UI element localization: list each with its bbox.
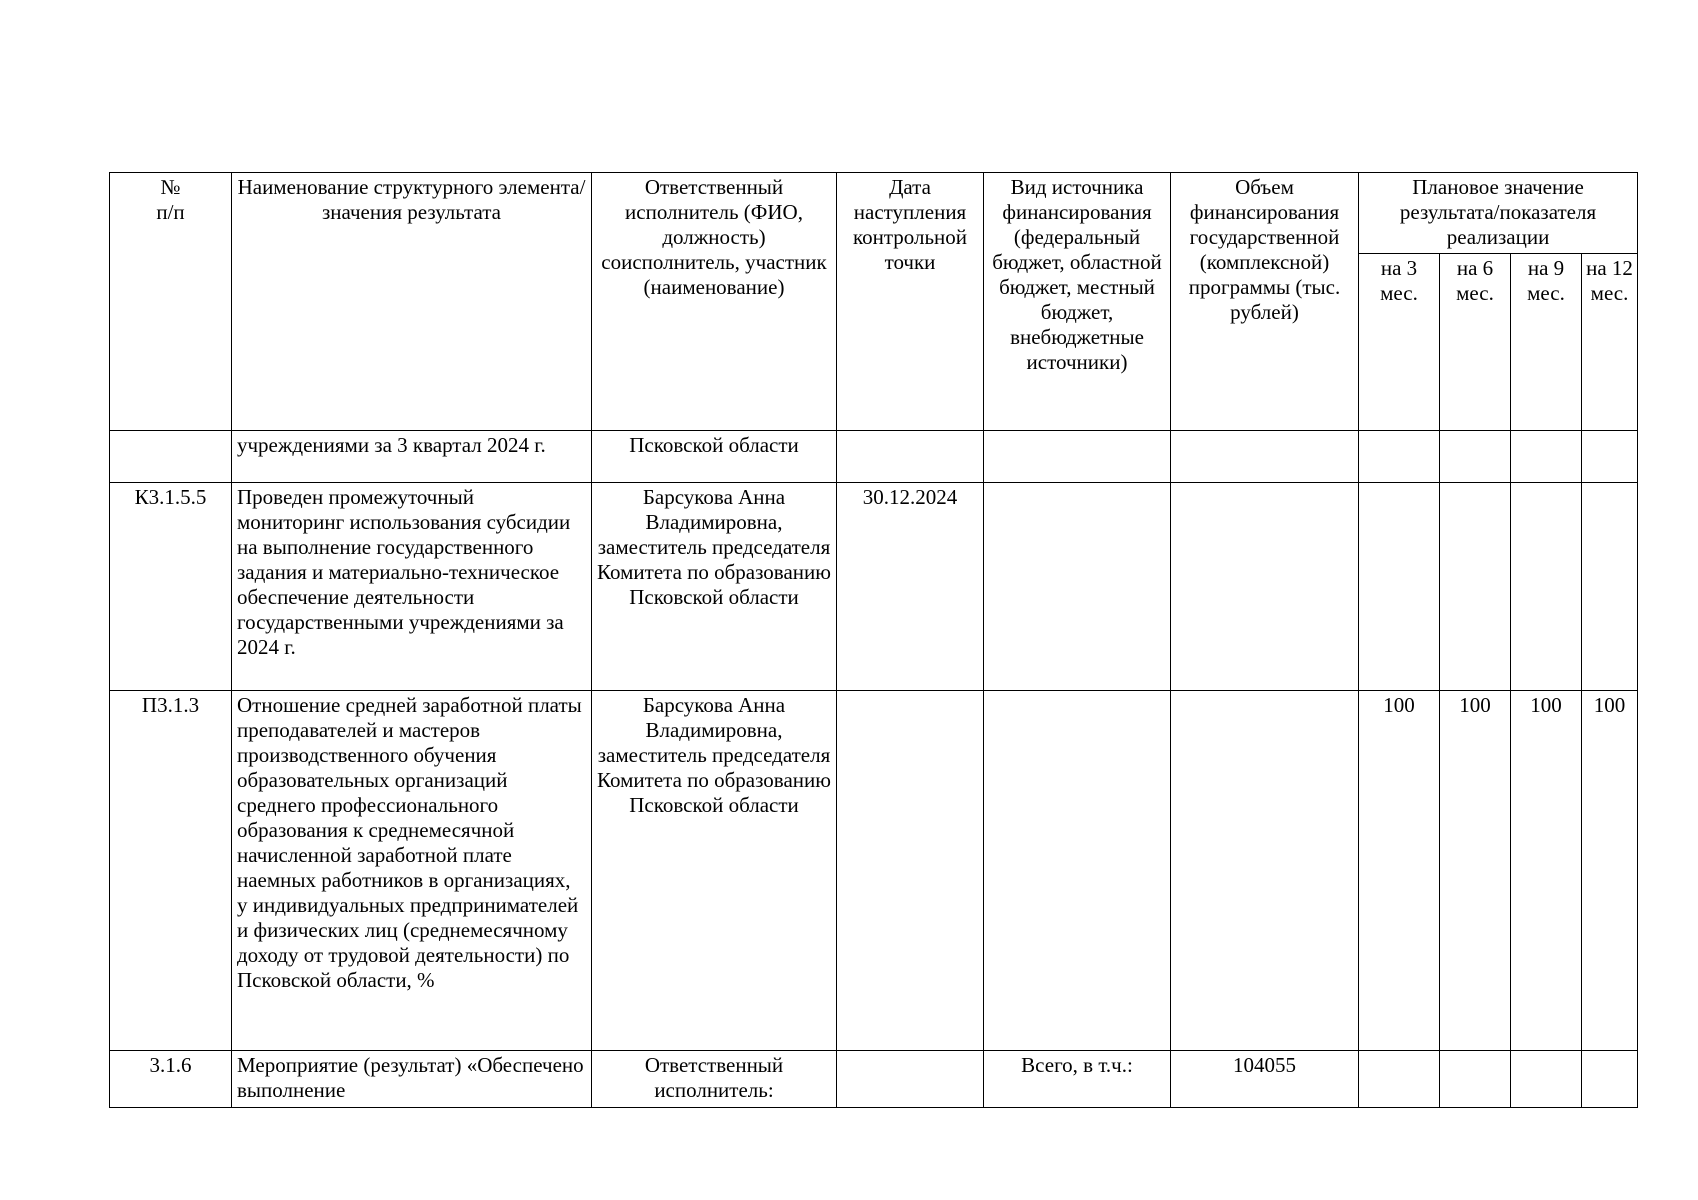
row-plan-9 xyxy=(1511,1051,1582,1108)
row-plan-12: 100 xyxy=(1582,691,1638,1051)
row-plan-6 xyxy=(1440,483,1511,691)
row-plan-6 xyxy=(1440,1051,1511,1108)
header-responsible: Ответственный исполнитель (ФИО, должность) соисполнитель, участник (наименование) xyxy=(592,173,837,431)
row-name: Мероприятие (результат) «Обеспечено выполнение xyxy=(232,1051,592,1108)
table-row xyxy=(110,691,1638,1051)
row-name: Проведен промежуточный мониторинг использования субсидии на выполнение государственного задания и материально-техническое обеспечение деятельности государственными учреждениями за 2024 г. xyxy=(232,483,592,691)
row-num: К3.1.5.5 xyxy=(110,483,232,691)
program-table xyxy=(109,172,1638,1108)
row-plan-9: 100 xyxy=(1511,691,1582,1051)
row-plan-12 xyxy=(1582,431,1638,483)
header-volume: Объем финансирования государственной (комплексной) программы (тыс. рублей) xyxy=(1171,173,1359,431)
row-responsible: Барсукова Анна Владимировна, заместитель председателя Комитета по образованию Псковской области xyxy=(592,483,837,691)
header-plan-6: на 6 мес. xyxy=(1440,254,1511,431)
row-plan-9 xyxy=(1511,431,1582,483)
row-plan-6: 100 xyxy=(1440,691,1511,1051)
row-date xyxy=(837,691,984,1051)
row-plan-3 xyxy=(1359,431,1440,483)
row-name: учреждениями за 3 квартал 2024 г. xyxy=(232,431,592,483)
row-source xyxy=(984,431,1171,483)
header-plan: Плановое значение результата/показателя реализации xyxy=(1359,173,1638,254)
row-plan-12 xyxy=(1582,483,1638,691)
header-plan-3: на 3 мес. xyxy=(1359,254,1440,431)
table-row xyxy=(110,431,1638,483)
header-name: Наименование структурного элемента/ значения результата xyxy=(232,173,592,431)
row-plan-12 xyxy=(1582,1051,1638,1108)
header-source: Вид источника финансирования (федеральный бюджет, областной бюджет, местный бюджет, внебюджетные источники) xyxy=(984,173,1171,431)
row-date xyxy=(837,431,984,483)
row-responsible: Псковской области xyxy=(592,431,837,483)
row-date xyxy=(837,1051,984,1108)
row-num: 3.1.6 xyxy=(110,1051,232,1108)
header-num: № п/п xyxy=(110,173,232,431)
row-name: Отношение средней заработной платы преподавателей и мастеров производственного обучения образовательных организаций среднего профессионального образования к среднемесячной начисленной заработной плате наемных работников в организациях, у индивидуальных предпринимателей и физических лиц (среднемесячному доходу от трудовой деятельности) по Псковской области, % xyxy=(232,691,592,1051)
row-date: 30.12.2024 xyxy=(837,483,984,691)
row-source xyxy=(984,691,1171,1051)
header-date: Дата наступления контрольной точки xyxy=(837,173,984,431)
row-num xyxy=(110,431,232,483)
header-plan-12: на 12 мес. xyxy=(1582,254,1638,431)
row-plan-3 xyxy=(1359,1051,1440,1108)
row-responsible: Барсукова Анна Владимировна, заместитель председателя Комитета по образованию Псковской области xyxy=(592,691,837,1051)
row-plan-3 xyxy=(1359,483,1440,691)
table-row xyxy=(110,483,1638,691)
row-volume xyxy=(1171,691,1359,1051)
row-volume xyxy=(1171,431,1359,483)
header-plan-9: на 9 мес. xyxy=(1511,254,1582,431)
row-source xyxy=(984,483,1171,691)
row-volume xyxy=(1171,483,1359,691)
row-num: П3.1.3 xyxy=(110,691,232,1051)
table-row xyxy=(110,1051,1638,1108)
row-source: Всего, в т.ч.: xyxy=(984,1051,1171,1108)
row-responsible: Ответственный исполнитель: xyxy=(592,1051,837,1108)
row-plan-9 xyxy=(1511,483,1582,691)
row-plan-6 xyxy=(1440,431,1511,483)
row-plan-3: 100 xyxy=(1359,691,1440,1051)
row-volume: 104055 xyxy=(1171,1051,1359,1108)
